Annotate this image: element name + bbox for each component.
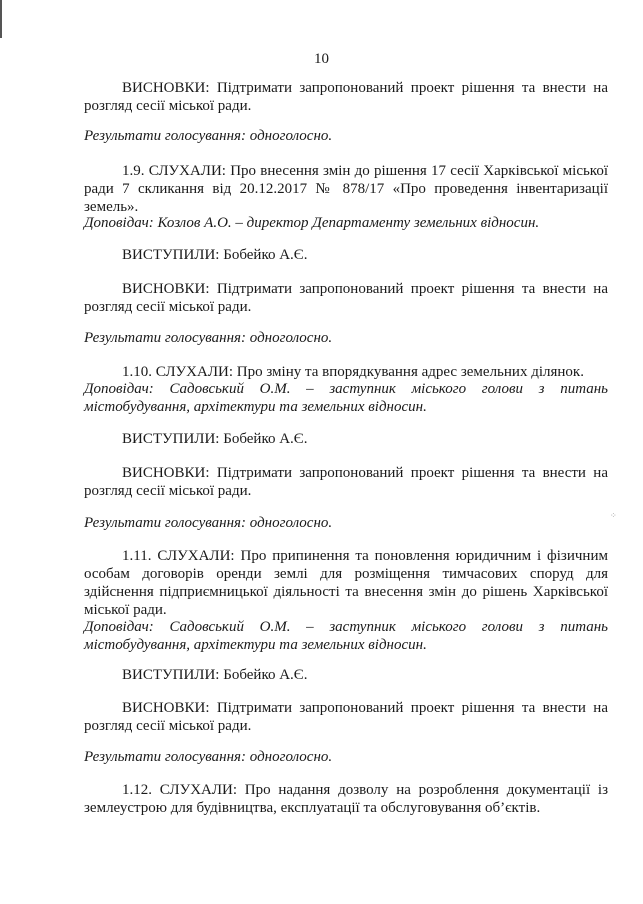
speaker-line: Доповідач: Козлов А.О. – директор Департаменту земельних відносин. [84,215,540,231]
heard-label: 1.12. СЛУХАЛИ: [122,782,238,798]
conclusions-paragraph [84,280,608,316]
page-number: 10 [314,51,329,67]
spoke-paragraph [84,666,608,684]
vote-result: Результати голосування: одноголосно. [84,128,333,144]
scan-speck: ⁘ [610,511,617,520]
spoke-label: ВИСТУПИЛИ: [122,431,220,447]
heard-label: 1.11. СЛУХАЛИ: [122,548,235,564]
conclusions-text: Підтримати запропонований проект рішення та внести на розгляд сесії міської ради. [84,465,608,499]
vote-result: Результати голосування: одноголосно. [84,749,333,765]
spoke-name: Бобейко А.Є. [219,247,308,263]
speaker-line: Доповідач: Садовський О.М. – заступник міського голови з питань містобудування, архітектури та земельних відносин. [84,619,608,653]
heard-text: Про зміну та впорядкування адрес земельних ділянок. [233,364,584,380]
spoke-paragraph [84,430,608,448]
scan-edge-mark [0,0,2,38]
spoke-label: ВИСТУПИЛИ: [122,247,220,263]
spoke-paragraph [84,246,608,264]
conclusions-label: ВИСНОВКИ: [122,80,210,96]
conclusions-label: ВИСНОВКИ: [122,700,210,716]
conclusions-paragraph [84,79,608,115]
conclusions-paragraph [84,699,608,735]
heard-paragraph [84,781,608,817]
conclusions-text: Підтримати запропонований проект рішення та внести на розгляд сесії міської ради. [84,80,608,114]
spoke-name: Бобейко А.Є. [219,667,308,683]
vote-result: Результати голосування: одноголосно. [84,330,333,346]
heard-text: Про внесення змін до рішення 17 сесії Харківської міської ради 7 скликання від 20.12.2017 № 878/17 «Про проведення інвентаризації земель». [84,163,609,215]
heard-text: Про припинення та поновлення юридичним і фізичним особам договорів оренди землі для розміщення тимчасових споруд для здійснення підприємницької діяльності та внесення змін до рішень Харківської міської ради. [84,548,608,618]
vote-result: Результати голосування: одноголосно. [84,515,333,531]
heard-paragraph [84,547,608,619]
spoke-label: ВИСТУПИЛИ: [122,667,220,683]
heard-label: 1.10. СЛУХАЛИ: [122,364,234,380]
conclusions-paragraph [84,464,608,500]
heard-text: Про надання дозволу на розроблення документації із землеустрою для будівництва, експлуатації та обслуговування об’єктів. [84,782,608,816]
heard-label: 1.9. СЛУХАЛИ: [122,163,226,179]
conclusions-label: ВИСНОВКИ: [122,465,210,481]
conclusions-text: Підтримати запропонований проект рішення та внести на розгляд сесії міської ради. [84,281,608,315]
heard-paragraph [84,162,608,216]
conclusions-label: ВИСНОВКИ: [122,281,210,297]
conclusions-text: Підтримати запропонований проект рішення та внести на розгляд сесії міської ради. [84,700,608,734]
speaker-line: Доповідач: Садовський О.М. – заступник міського голови з питань містобудування, архітектури та земельних відносин. [84,381,608,415]
heard-paragraph [84,363,608,381]
spoke-name: Бобейко А.Є. [219,431,308,447]
